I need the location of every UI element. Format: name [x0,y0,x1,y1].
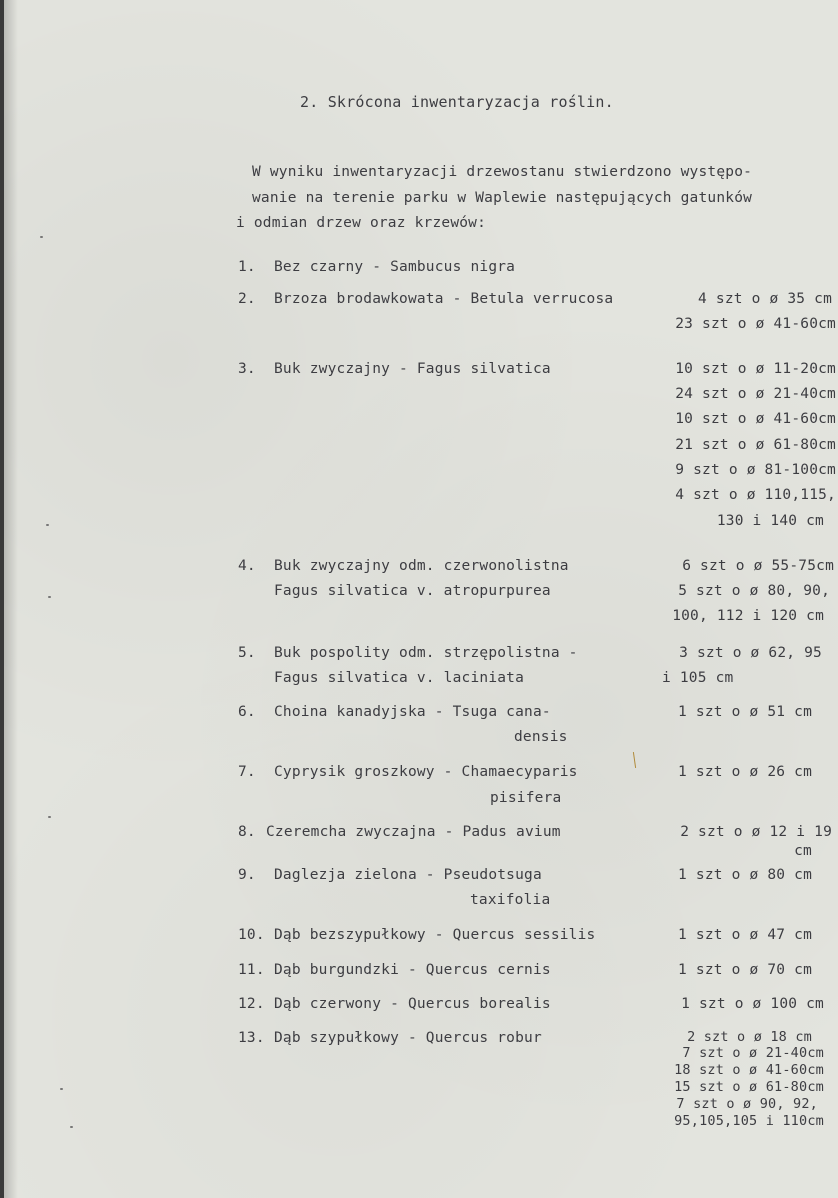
entry-3-count-5: 9 szt o ø 81-100cm [675,462,836,478]
entry-1-number: 1. [238,259,256,275]
entry-13-count-2: 7 szt o ø 21-40cm [682,1045,824,1061]
entry-5-count-1: 3 szt o ø 62, 95 [679,645,822,661]
entry-13-count-6: 95,105,105 i 110cm [674,1113,824,1129]
entry-8-count-1: 2 szt o ø 12 i 19 [680,824,832,840]
entry-11-count-1: 1 szt o ø 70 cm [678,962,812,978]
entry-3-count-1: 10 szt o ø 11-20cm [675,361,836,377]
intro-line-1: W wyniku inwentaryzacji drzewostanu stwierdzono występo- [252,164,753,180]
scan-speck [60,1088,63,1090]
entry-3-count-2: 24 szt o ø 21-40cm [675,386,836,402]
entry-7-number: 7. [238,764,256,780]
entry-10-number: 10. [238,927,265,943]
document-page [4,0,838,1198]
entry-4-count-2: 5 szt o ø 80, 90, [678,583,830,599]
entry-2-name: Brzoza brodawkowata - Betula verrucosa [274,291,614,307]
entry-4-number: 4. [238,558,256,574]
entry-13-count-1: 2 szt o ø 18 cm [687,1029,812,1045]
section-heading: 2. Skrócona inwentaryzacja roślin. [300,93,614,111]
entry-5-count-2: i 105 cm [662,670,734,686]
entry-9-number: 9. [238,867,256,883]
entry-3-number: 3. [238,361,256,377]
entry-13-count-5: 7 szt o ø 90, 92, [676,1096,818,1112]
entry-9-count-1: 1 szt o ø 80 cm [678,867,812,883]
entry-3-count-4: 21 szt o ø 61-80cm [675,437,836,453]
entry-5-name-line-1: Buk pospolity odm. strzępolistna - [274,645,578,661]
entry-6-name-line-1: Choina kanadyjska - Tsuga cana- [274,704,551,720]
entry-8-name: Czeremcha zwyczajna - Padus avium [266,824,561,840]
entry-8-count-2: cm [794,843,812,859]
scan-speck [48,596,51,598]
entry-11-number: 11. [238,962,265,978]
scan-speck [48,816,51,818]
entry-3-count-7: 130 i 140 cm [716,513,824,529]
entry-10-name: Dąb bezszypułkowy - Quercus sessilis [274,927,596,943]
entry-13-count-4: 15 szt o ø 61-80cm [674,1079,824,1095]
entry-3-count-3: 10 szt o ø 41-60cm [675,411,836,427]
scan-speck [70,1126,73,1128]
entry-1-name: Bez czarny - Sambucus nigra [274,259,516,275]
entry-5-number: 5. [238,645,256,661]
entry-13-number: 13. [238,1030,265,1046]
entry-7-count-1: 1 szt o ø 26 cm [678,764,812,780]
entry-4-count-1: 6 szt o ø 55-75cm [682,558,834,574]
entry-11-name: Dąb burgundzki - Quercus cernis [274,962,551,978]
scan-speck [46,524,49,526]
entry-10-count-1: 1 szt o ø 47 cm [678,927,812,943]
entry-2-count-2: 23 szt o ø 41-60cm [675,316,836,332]
entry-12-name: Dąb czerwony - Quercus borealis [274,996,551,1012]
entry-2-count-1: 4 szt o ø 35 cm [698,291,832,307]
entry-13-name: Dąb szypułkowy - Quercus robur [274,1030,542,1046]
intro-line-2: wanie na terenie parku w Waplewie następujących gatunków [252,190,753,206]
entry-13-count-3: 18 szt o ø 41-60cm [674,1062,824,1078]
entry-9-name-line-1: Daglezja zielona - Pseudotsuga [274,867,542,883]
entry-4-name-line-1: Buk zwyczajny odm. czerwonolistna [274,558,569,574]
entry-7-name-line-2: pisifera [490,790,562,806]
entry-6-number: 6. [238,704,256,720]
entry-6-name-line-2: densis [514,729,568,745]
entry-7-name-line-1: Cyprysik groszkowy - Chamaecyparis [274,764,578,780]
entry-9-name-line-2: taxifolia [470,892,551,908]
entry-4-count-3: 100, 112 i 120 cm [672,608,824,624]
scan-speck [40,236,43,238]
entry-3-name: Buk zwyczajny - Fagus silvatica [274,361,551,377]
pencil-mark [633,752,636,768]
entry-3-count-6: 4 szt o ø 110,115, [675,487,836,503]
entry-2-number: 2. [238,291,256,307]
entry-4-name-line-2: Fagus silvatica v. atropurpurea [274,583,551,599]
entry-12-number: 12. [238,996,265,1012]
entry-5-name-line-2: Fagus silvatica v. laciniata [274,670,525,686]
intro-line-3: i odmian drzew oraz krzewów: [236,215,487,231]
entry-12-count-1: 1 szt o ø 100 cm [681,996,824,1012]
entry-6-count-1: 1 szt o ø 51 cm [678,704,812,720]
entry-8-number: 8. [238,824,256,840]
